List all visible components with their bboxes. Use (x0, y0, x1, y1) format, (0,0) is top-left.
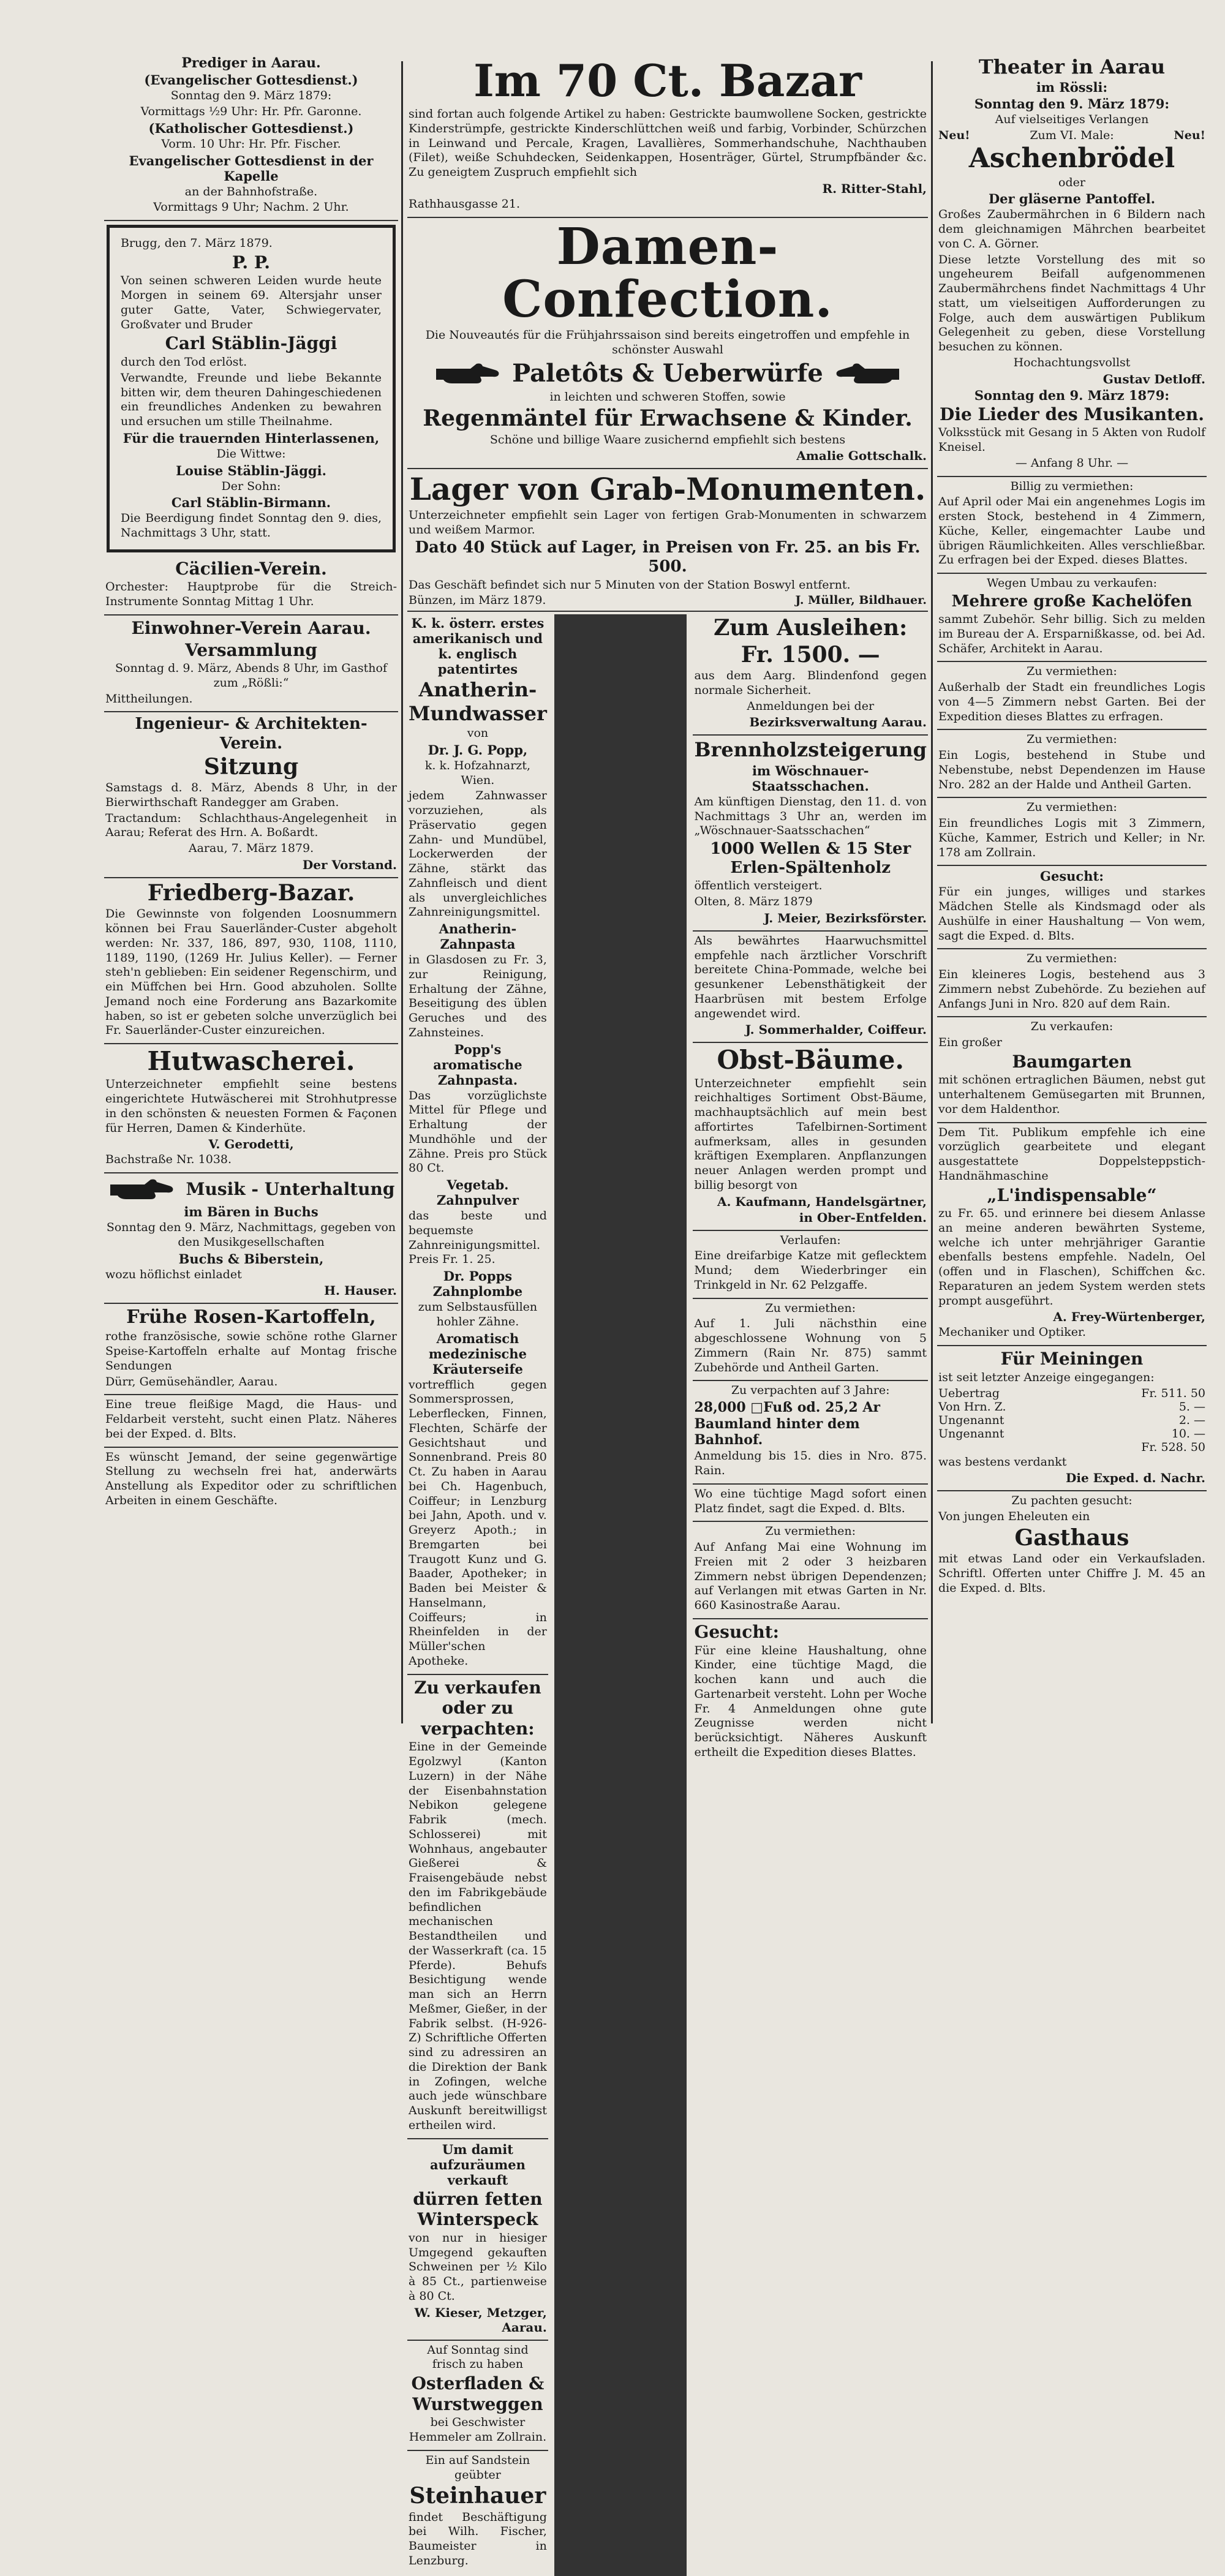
obst-text: Unterzeichneter empfiehlt sein reichhaltiges Sortiment Obst-Bäume, machhauptsächlich auf mein best affortirtes Tafelbirnen-Sortiment aufmerksam, alles in gesunden kräftigen Exemplaren. Anpflanzungen neuer Anlagen werden prompt und billig besorgt von (694, 1076, 927, 1192)
death-sig1: Für die trauernden Hinterlassenen, (123, 430, 380, 446)
theater-text3: Diese letzte Vorstellung des mit so ungeheurem Beifall aufgenommenen Zaubermährchens findet Nachmittags 4 Uhr statt, um vielseitigen Aufforderungen zu Folge, auch dem auswärtigen Publikum Gelegenheit zu geben, diese Vorstellung besuchen zu können. (938, 252, 1205, 354)
seife-title: Aromatisch medezinische Kräuterseife (428, 1330, 527, 1377)
caecilien-text: Orchester: Hauptprobe für die Streich-Instrumente Sonntag Mittag 1 Uhr. (105, 580, 397, 609)
grab-title: Lager von Grab-Monumenten. (409, 471, 926, 508)
meiningen-text2: was bestens verdankt (938, 1455, 1067, 1469)
baumgarten-title: Zu verkaufen: (1030, 1020, 1114, 1034)
seife-text: vortrefflich gegen Sommersprossen, Leberflecken, Finnen, Flechten, Schärfe der Gesichtshaut und Sonnenbrand. Preis 80 Ct. Zu haben in Aarau bei Ch. Hagenbuch, Coiffeur; in Lenzburg bei Jahn, Apoth. und v. Greyerz Apoth.; in Bremgarten bei Traugott Kunz und G. Baader, Apotheker; in Baden bei Meister & Hanselmann, Coiffeurs; in Rheinfelden in der Müller'schen Apotheke. (409, 1377, 547, 1668)
table-row (938, 1387, 1205, 1400)
prediger-title: Prediger in Aarau. (181, 55, 321, 71)
verm2-text-right: Ein Logis, bestehend in Stube und Nebenstube, nebst Dependenzen im Hause Nro. 282 an der Halde und Antheil Garten. (938, 748, 1205, 791)
verm4-text: Ein kleineres Logis, bestehend aus 3 Zimmern nebst Zubehörde. Zu beziehen auf Anfangs Juni in Nro. 820 auf dem Rain. (938, 968, 1205, 1011)
verkauf-title: Zu verkaufen oder zu verpachten: (414, 1677, 541, 1739)
column-rule-left (401, 61, 403, 1723)
ad-naehmaschine (937, 1126, 1207, 1347)
bazar-sig: R. Ritter-Stahl, (822, 181, 927, 196)
musik-text4: wozu höflichst einladet (105, 1267, 242, 1281)
donation-value: Fr. 511. 50 (1141, 1386, 1205, 1400)
ostern-text: bei Geschwister Hemmeler am Zollrain. (409, 2416, 547, 2444)
theater-sub2: Der gläserne Pantoffel. (988, 191, 1156, 207)
naeh-bold: „L'indispensable“ (987, 1184, 1157, 1205)
musik-sig: H. Hauser. (324, 1283, 397, 1298)
theater-play2: Die Lieder des Musikanten. (940, 404, 1204, 424)
ingenieur-date: Aarau, 7. März 1879. (188, 842, 314, 856)
aus-sig: Bezirksverwaltung Aarau. (749, 715, 927, 730)
ges-title: Gesucht: (694, 1621, 779, 1642)
death-text3: Verwandte, Freunde und liebe Bekannte bitten wir, dem theuren Dahingeschiedenen ein freundliches Andenken zu bewahren und ersuchen um stille Theilnahme. (121, 371, 382, 429)
gasthaus-text2: mit etwas Land oder ein Verkaufsladen. Schriftl. Offerten unter Chiffre J. M. 45 an die Exped. d. Blts. (938, 1552, 1205, 1595)
prediger-line4: an der Bahnhofstraße. (184, 184, 318, 198)
ad-magd-gesucht (693, 1487, 928, 1523)
theater-date: Sonntag den 9. März 1879: (974, 96, 1170, 112)
ad-gesucht-magd (693, 1622, 928, 1765)
damen-sig: Amalie Gottschalk. (796, 448, 927, 464)
gasthaus-text: Von jungen Eheleuten ein (938, 1510, 1090, 1524)
death-sig2: Die Wittwe: (216, 446, 286, 461)
brenn-sig: J. Meier, Bezirksförster. (764, 910, 927, 925)
einwohner-sig: Mittheilungen. (105, 691, 193, 706)
verm-text: Auf 1. Juli nächsthin eine abgeschlossene Wohnung von 5 Zimmern (Rain Nr. 875) sammt Zubehörde und Antheil Garten. (694, 1317, 927, 1374)
ad-damen-confection (407, 217, 928, 470)
obst-sig2: in Ober-Entfelden. (799, 1210, 927, 1225)
ad-vermiethen-1 (937, 665, 1207, 730)
ad-umbau (937, 576, 1207, 662)
brenn-text: Am künftigen Dienstag, den 11. d. von Nachmittags 3 Uhr an, werden im „Wöschnauer-Saatsschachen“ (694, 794, 927, 838)
ad-vermiethen-4 (937, 952, 1207, 1017)
grab-date: Bünzen, im März 1879. (409, 593, 546, 608)
verm1-title: Zu vermiethen: (1027, 665, 1117, 679)
ad-stellung (104, 1450, 398, 1513)
anatherin-von: von (467, 726, 489, 740)
ingenieur-sub: Sitzung (203, 753, 299, 780)
ostern-title: Osterfladen & Wurstweggen (411, 2373, 545, 2414)
prediger-line1: Sonntag den 9. März 1879: (170, 89, 332, 103)
damen-item2: Regenmäntel für Erwachsene & Kinder. (423, 405, 913, 432)
haar-text: Als bewährtes Haarwuchsmittel empfehle nach ärztlicher Vorschrift bereitete China-Pommade, welche bei gesunkener Lebensthätigkeit der Haarbrüsen mit bestem Erfolge angewendet wird. (694, 933, 927, 1020)
verm4-title: Zu vermiethen: (1027, 952, 1117, 966)
plombe-text: zum Selbstausfüllen hohler Zähne. (418, 1300, 538, 1328)
brenn-date: Olten, 8. März 1879 (694, 895, 813, 909)
einwohner-text: Sonntag d. 9. März, Abends 8 Uhr, im Gasthof zum „Rößli:“ (115, 661, 387, 690)
ad-gasthaus (937, 1494, 1207, 1600)
aus-title: Zum Ausleihen: (714, 615, 908, 641)
musik-title: Musik - Unterhaltung (186, 1179, 395, 1200)
verkauf-text: Eine in der Gemeinde Egolzwyl (Kanton Luzern) in der Nähe der Eisenbahnstation Nebikon gelegene Fabrik (mech. Schlosserei) mit Wohnhaus, angebauter Gießerei & Fraisengebäude nebst den im Fabrikgebäude befindlichen mechanischen Bestandtheilen und der Wasserkraft (ca. 15 Pferde). Behufs Besichtigung wende man sich an Herrn Meßmer, Gießer, in der Fabrik selbst. (H-926-Z) Schriftliche Offerten sind zu adressiren an die Direktion der Bank in Zofingen, welche auch jede wünschbare Auskunft bereitwilligst ertheilen wird. (409, 1740, 547, 2132)
death-sig4: Der Sohn: (221, 479, 281, 493)
baumgarten-text2: mit schönen ertraglichen Bäumen, nebst gut unterhaltenem Gemüsegarten mit Brunnen, vor dem Haldenthor. (938, 1073, 1205, 1116)
prediger-line5: Vormittags 9 Uhr; Nachm. 2 Uhr. (153, 200, 349, 214)
theater-zum: Zum VI. Male: (1030, 129, 1114, 143)
plombe-title: Dr. Popps Zahnplombe (432, 1268, 523, 1300)
ad-steinhauer (407, 2454, 548, 2574)
ad-vermiethen-wohnung (693, 1301, 928, 1382)
paste-title: Anatherin-Zahnpasta (439, 921, 517, 952)
death-text: Von seinen schweren Leiden wurde heute Morgen in seinem 69. Altersjahr unser guter Gatte, Vater, Schwiegervater, Großvater und Bruder (121, 274, 382, 331)
speck-sig: W. Kieser, Metzger, Aarau. (414, 2305, 547, 2335)
speck-title: dürren fetten Winterspeck (413, 2188, 543, 2230)
brenn-sub: im Wöschnauer-Staatsschachen. (752, 763, 869, 794)
prediger-line2: Vormittags ½9 Uhr: Hr. Pfr. Garonne. (140, 105, 362, 119)
table-row (938, 1400, 1205, 1414)
table-row (938, 1414, 1205, 1427)
stein-title: Steinhauer (409, 2483, 546, 2509)
hutwascherei-title: Hutwascherei. (147, 1046, 355, 1077)
aus-text: aus dem Aarg. Blindenfond gegen normale Sicherheit. (694, 669, 927, 697)
billig-text: Auf April oder Mai ein angenehmes Logis im ersten Stock, bestehend in 4 Zimmern, Küche, Keller, eingemachter Laube und übrigen Räumlichkeiten. Alles verschließbar. Zu erfragen bei der Exped. dieses Blattes. (938, 495, 1205, 567)
pacht-text: Anmeldung bis 15. dies in Nro. 875. Rain. (694, 1449, 927, 1478)
bazar-title: Im 70 Ct. Bazar (473, 55, 862, 107)
ingenieur-title: Ingenieur- & Architekten-Verein. (135, 715, 368, 753)
ad-obstbaeume (693, 1045, 928, 1230)
donation-label: Ungenannt (938, 1413, 1005, 1427)
theater-neu-left: Neu! (938, 129, 970, 143)
ad-vermiethen-3 (937, 800, 1207, 866)
umbau-text: sammt Zubehör. Sehr billig. Sich zu melden im Bureau der A. Ersparnißkasse, od. bei Ad. Schäfer, Architekt in Aarau. (938, 612, 1205, 655)
pulver-title: Vegetab. Zahnpulver (436, 1177, 519, 1208)
gesucht-title: Gesucht: (1040, 868, 1104, 884)
death-text2: durch den Tod erlöst. (121, 355, 247, 369)
table-row (938, 1441, 1205, 1454)
ad-death-notice (107, 225, 396, 552)
verm-title: Zu vermiethen: (765, 1301, 856, 1315)
ad-brennholz (693, 738, 928, 932)
death-sig5: Carl Stäblin-Birmann. (171, 495, 331, 511)
column-center-left (407, 614, 548, 2575)
meiningen-list (938, 1387, 1205, 1454)
ad-anatherin (407, 616, 548, 1674)
theater-title: Theater in Aarau (978, 55, 1166, 78)
theater-text: Auf vielseitiges Verlangen (995, 113, 1149, 127)
gasthaus-title: Zu pachten gesucht: (1011, 1494, 1133, 1508)
anatherin-popp: Dr. J. G. Popp, (428, 742, 528, 758)
ad-ausleihen (693, 616, 928, 736)
theater-neu-right: Neu! (1174, 129, 1205, 143)
column-right (937, 54, 1207, 1730)
theater-play: Aschenbrödel (968, 143, 1175, 175)
stein-text: findet Beschäftigung bei Wilh. Fischer, Baumeister in Lenzburg. (409, 2510, 547, 2567)
column-rule-right (931, 61, 933, 1723)
death-text4: Die Beerdigung findet Sonntag den 9. dies, Nachmittags 3 Uhr, statt. (121, 511, 382, 540)
pacht-bold: 28,000 □Fuß od. 25,2 Ar Baumland hinter dem Bahnhof. (694, 1399, 880, 1448)
verl-title: Verlaufen: (780, 1233, 841, 1247)
naeh-text2: zu Fr. 65. und erinnere bei diesem Anlasse an meine anderen bewährten Systeme, welche ich unter mehrjähriger Garantie ebenfalls bestens empfehle. Nadeln, Oel (offen und in Flaschen), Schiffchen &c. Reparaturen an jedem System werden stets prompt ausgeführt. (938, 1207, 1205, 1308)
donation-value: 5. — (1178, 1399, 1205, 1414)
rosen-title: Frühe Rosen-Kartoffeln, (126, 1306, 376, 1328)
death-place: Brugg, den 7. März 1879. (121, 236, 273, 250)
verm3-title: Zu vermiethen: (1027, 800, 1117, 815)
ad-hutwascherei (104, 1047, 398, 1173)
theater-text2: Großes Zaubermährchen in 6 Bildern nach dem gleichnamigen Mährchen bearbeitet von C. A. Görner. (938, 208, 1205, 250)
grab-bold: Dato 40 Stück auf Lager, in Preisen von Fr. 25. an bis Fr. 500. (415, 538, 921, 576)
magd-text: Eine treue fleißige Magd, die Haus- und Feldarbeit versteht, sucht einen Platz. Näheres bei der Exped. d. Blts. (105, 1398, 397, 1441)
ad-winterspeck (407, 2142, 548, 2341)
friedberg-title: Friedberg-Bazar. (147, 879, 355, 906)
ad-musik (104, 1176, 398, 1304)
paste-text: in Glasdosen zu Fr. 3, zur Reinigung, Erhaltung der Zähne, Beseitigung des üblen Geruches und des Zahnsteines. (409, 953, 547, 1039)
brenn-title: Brennholzsteigerung (694, 738, 927, 762)
damen-item: Paletôts & Ueberwürfe (512, 359, 823, 388)
theater-oder: oder (1058, 175, 1085, 189)
donation-label: Uebertrag (938, 1386, 1000, 1400)
theater-text5: — Anfang 8 Uhr. — (1015, 456, 1129, 470)
verm3-text: Ein freundliches Logis mit 3 Zimmern, Küche, Kammer, Estrich und Keller; in Nr. 178 am Zollrain. (938, 816, 1205, 859)
ad-gesucht-maedchen (937, 868, 1207, 949)
bazar-text: sind fortan auch folgende Artikel zu haben: Gestrickte baumwollene Socken, gestrickte Kinderstrümpfe, gestrickte Kinderschlüttchen weiß und farbig, Vorbinder, Schürzchen in Leinwand und Percale, Kragen, Lavallières, Sommerhandschuhe, Nachthauben (Filet), weiße Schuhdecken, Seidenkappen, Hosenträger, Gürtel, Strumpfbänder &c. Zu geneigtem Zuspruch empfiehlt sich (409, 107, 927, 179)
bazar-sig2: Rathhausgasse 21. (409, 197, 520, 211)
arom-title: Popp's aromatische Zahnpasta. (433, 1041, 522, 1088)
gesucht-text: Für ein junges, williges und starkes Mädchen Stelle als Kindsmagd oder als Aushülfe in einer Haushaltung — Von wem, sagt die Exped. d. Blts. (938, 885, 1205, 943)
haar-sig: J. Sommerhalder, Coiffeur. (745, 1022, 927, 1038)
aus-text2: Anmeldungen bei der (747, 699, 875, 713)
death-name: Carl Stäblin-Jäggi (165, 333, 337, 354)
arom-text: Das vorzüglichste Mittel für Pflege und Erhaltung der Mundhöhle und der Zähne. Preis pro Stück 80 Ct. (409, 1088, 547, 1175)
donation-label: Von Hrn. Z. (938, 1399, 1006, 1414)
donation-value: 2. — (1178, 1413, 1205, 1427)
ad-einwohner (104, 618, 398, 712)
column-center (407, 54, 928, 2567)
damen-text: Die Nouveautés für die Frühjahrssaison sind bereits eingetroffen und empfehle in schönster Auswahl (425, 328, 910, 356)
grab-sig: J. Müller, Bildhauer. (795, 593, 927, 608)
obst-sig: A. Kaufmann, Handelsgärtner, (717, 1194, 927, 1209)
prediger-sub3: Evangelischer Gottesdienst in der Kapelle (129, 153, 374, 184)
meiningen-text: ist seit letzter Anzeige eingegangen: (938, 1370, 1155, 1384)
musik-text3: Buchs & Biberstein, (178, 1251, 324, 1267)
ad-magd-sucht (104, 1398, 398, 1447)
anatherin-text: jedem Zahnwasser vorzuziehen, als Präservatio gegen Zahn- und Mundübel, Lockerwerden der Zähne, stärkt das Zahnfleisch und dient als unvergleichliches Zahnreinigungsmittel. (409, 789, 547, 919)
pacht-title: Zu verpachten auf 3 Jahre: (731, 1384, 890, 1398)
damen-title: Damen-Confection. (502, 217, 833, 329)
hutwascherei-sig2: Bachstraße Nr. 1038. (105, 1153, 232, 1167)
column-left (104, 54, 398, 1730)
death-pp: P. P. (232, 252, 271, 273)
stein-head: Ein auf Sandstein geübter (425, 2453, 530, 2482)
table-row (938, 1427, 1205, 1441)
naeh-text: Dem Tit. Publikum empfehle ich eine vorzüglich gearbeitete und elegant ausgestattete Doppelsteppstich-Handnähmaschine (938, 1125, 1205, 1183)
verl-text: Eine dreifarbige Katze mit geflecktem Mund; dem Wiederbringer ein Trinkgeld in Nr. 62 Pelzgaffe. (694, 1249, 927, 1292)
baumgarten-text: Ein großer (938, 1036, 1002, 1050)
ingenieur-text: Samstags d. 8. März, Abends 8 Uhr, in der Bierwirthschaft Randegger am Graben. (105, 781, 397, 809)
column-rule-center (554, 614, 687, 2575)
ad-bazar (407, 56, 928, 218)
ad-ingenieur (104, 715, 398, 878)
umbau-bold: Mehrere große Kachelöfen (951, 592, 1193, 611)
obst-title: Obst-Bäume. (717, 1045, 904, 1075)
magd2-text: Wo eine tüchtige Magd sofort einen Platz findet, sagt die Exped. d. Blts. (694, 1486, 927, 1515)
ad-osterfladen (407, 2343, 548, 2451)
prediger-line3: Vorm. 10 Uhr: Hr. Pfr. Fischer. (161, 137, 341, 151)
ad-theater (937, 55, 1207, 477)
rosen-text: rothe französische, sowie schöne rothe Glarner Speise-Kartoffeln erhalte auf Montag frische Sendungen (105, 1330, 397, 1373)
damen-text3: Schöne und billige Waare zusichernd empfiehlt sich bestens (489, 432, 846, 446)
ad-haarwuchs (693, 934, 928, 1044)
ad-meiningen (937, 1349, 1207, 1491)
theater-text4: Volksstück mit Gesang in 5 Akten von Rudolf Kneisel. (938, 426, 1205, 454)
brenn-text2: öffentlich versteigert. (694, 879, 823, 893)
ges-text: Für eine kleine Haushaltung, ohne Kinder, eine tüchtige Magd, die kochen kann und auch die Gartenarbeit versteht. Lohn per Woche Fr. 4 Anmeldungen ohne gute Zeugnisse werden nicht berücksichtigt. Näheres Auskunft ertheilt die Expedition dieses Blattes. (694, 1643, 927, 1759)
umbau-title: Wegen Umbau zu verkaufen: (986, 576, 1158, 590)
ostern-head: Auf Sonntag sind frisch zu haben (427, 2343, 529, 2371)
meiningen-title: Für Meiningen (1000, 1349, 1144, 1369)
anatherin-head: K. k. österr. erstes amerikanisch und k. englisch patentirtes (411, 616, 545, 677)
pointing-hand-right-icon (434, 360, 501, 387)
grab-text: Unterzeichneter empfiehlt sein Lager von fertigen Grab-Monumenten in schwarzem und weißem Marmor. (409, 508, 927, 537)
pulver-text: das beste und bequemste Zahnreinigungsmittel. Preis Fr. 1. 25. (409, 1209, 547, 1267)
verm2-text: Auf Anfang Mai eine Wohnung im Freien mit 2 oder 3 heizbaren Zimmern nebst übrigen Dependenzen; auf Verlangen mit etwas Garten in Nr. 660 Kasinostraße Aarau. (694, 1540, 927, 1613)
verm2-title: Zu vermiethen: (765, 1524, 856, 1538)
prediger-sub2: (Katholischer Gottesdienst.) (148, 120, 354, 136)
speck-text: von nur in hiesiger Umgegend gekauften Schweinen per ½ Kilo à 85 Ct., partienweise à 80 Ct. (409, 2231, 547, 2303)
stellung-text: Es wünscht Jemand, der seine gegenwärtige Stellung zu wechseln frei hat, anderwärts Anstellung als Expeditor oder zu schriftlichen Arbeiten in einem Geschäfte. (105, 1450, 397, 1507)
naeh-sig: A. Frey-Würtenberger, (1053, 1309, 1205, 1325)
column-center-right (693, 614, 928, 2575)
brenn-bold: 1000 Wellen & 15 Ster Erlen-Spältenholz (710, 840, 911, 878)
anatherin-popp2: k. k. Hofzahnarzt, Wien. (424, 758, 530, 787)
rosen-sig: Dürr, Gemüsehändler, Aarau. (105, 1374, 278, 1388)
theater-date2: Sonntag den 9. März 1879: (974, 387, 1170, 403)
einwohner-title: Einwohner-Verein Aarau. (131, 617, 371, 638)
ad-baumgarten (937, 1020, 1207, 1123)
pointing-hand-left-icon (834, 360, 902, 387)
pointing-hand-icon (108, 1176, 175, 1203)
ad-verkaufen-fabrik (407, 1678, 548, 2139)
grab-text2: Das Geschäft befindet sich nur 5 Minuten von der Station Boswyl entfernt. (409, 578, 851, 592)
musik-text2: Sonntag den 9. März, Nachmittags, gegeben von den Musikgesellschaften (106, 1221, 396, 1249)
ad-vermiethen-2 (937, 733, 1207, 798)
ad-vermiethen-mai (693, 1524, 928, 1619)
verm2-title-right: Zu vermiethen: (1027, 733, 1117, 747)
ad-grab-monumente (407, 472, 928, 612)
meiningen-sig: Die Exped. d. Nachr. (1066, 1471, 1205, 1486)
aus-amount: Fr. 1500. — (741, 641, 880, 668)
ad-caecilien (104, 559, 398, 616)
gasthaus-bold: Gasthaus (1014, 1524, 1129, 1551)
naeh-sig2: Mechaniker und Optiker. (938, 1325, 1087, 1339)
hutwascherei-text: Unterzeichneter empfiehlt seine bestens eingerichtete Hutwäscherei mit Strohhutpresse in den schönsten & neuesten Formen & Façonen für Herren, Damen & Kinderhüte. (105, 1077, 397, 1135)
speck-head: Um damit aufzuräumen verkauft (429, 2141, 526, 2188)
ad-billig-vermiethen (937, 480, 1207, 574)
damen-text2: in leichten und schweren Stoffen, sowie (549, 390, 786, 404)
hutwascherei-sig: V. Gerodetti, (208, 1137, 294, 1152)
death-sig3: Louise Stäblin-Jäggi. (176, 462, 326, 478)
caecilien-title: Cäcilien-Verein. (175, 558, 327, 579)
theater-sig1: Hochachtungsvollst (1013, 355, 1131, 369)
ingenieur-text2: Tractandum: Schlachthaus-Angelegenheit in Aarau; Referat des Hrn. A. Boßardt. (105, 811, 397, 840)
musik-text1: im Bären in Buchs (184, 1204, 318, 1220)
ingenieur-sig: Der Vorstand. (302, 857, 397, 872)
donation-value: Fr. 528. 50 (1141, 1440, 1205, 1454)
ad-prediger (104, 55, 398, 221)
ad-verpachten (693, 1384, 928, 1484)
anatherin-title: Anatherin-Mundwasser (409, 678, 547, 725)
donation-label: Ungenannt (938, 1426, 1005, 1441)
ad-rosen-kartoffeln (104, 1306, 398, 1395)
theater-sig2: Gustav Detloff. (1102, 371, 1205, 386)
ad-friedberg (104, 881, 398, 1044)
theater-sub: im Rössli: (1036, 80, 1108, 96)
billig-title: Billig zu vermiethen: (1010, 479, 1134, 493)
einwohner-sub: Versammlung (185, 639, 317, 660)
baumgarten-bold: Baumgarten (1012, 1051, 1132, 1072)
friedberg-text: Die Gewinnste von folgenden Loosnummern können bei Frau Sauerländer-Custer abgeholt werden: Nr. 337, 186, 897, 930, 1108, 1110, 1189, 1190, (1269 Hr. Julius Keller). — Ferner steh'n geblieben: Ein seidener Regenschirm, und ein Müffchen bei Hrn. Good abzuholen. Sollte Jemand noch eine Forderung ans Bazarkomite haben, so ist er gebeten solche unverzüglich bei Fr. Sauerländer-Custer einzureichen. (105, 907, 397, 1038)
verm1-text: Außerhalb der Stadt ein freundliches Logis von 4—5 Zimmern nebst Garten. Bei der Expedition dieses Blattes zu erfragen. (938, 680, 1205, 723)
donation-value: 10. — (1171, 1426, 1205, 1441)
ad-verlaufen (693, 1233, 928, 1299)
prediger-sub1: (Evangelischer Gottesdienst.) (144, 72, 358, 88)
